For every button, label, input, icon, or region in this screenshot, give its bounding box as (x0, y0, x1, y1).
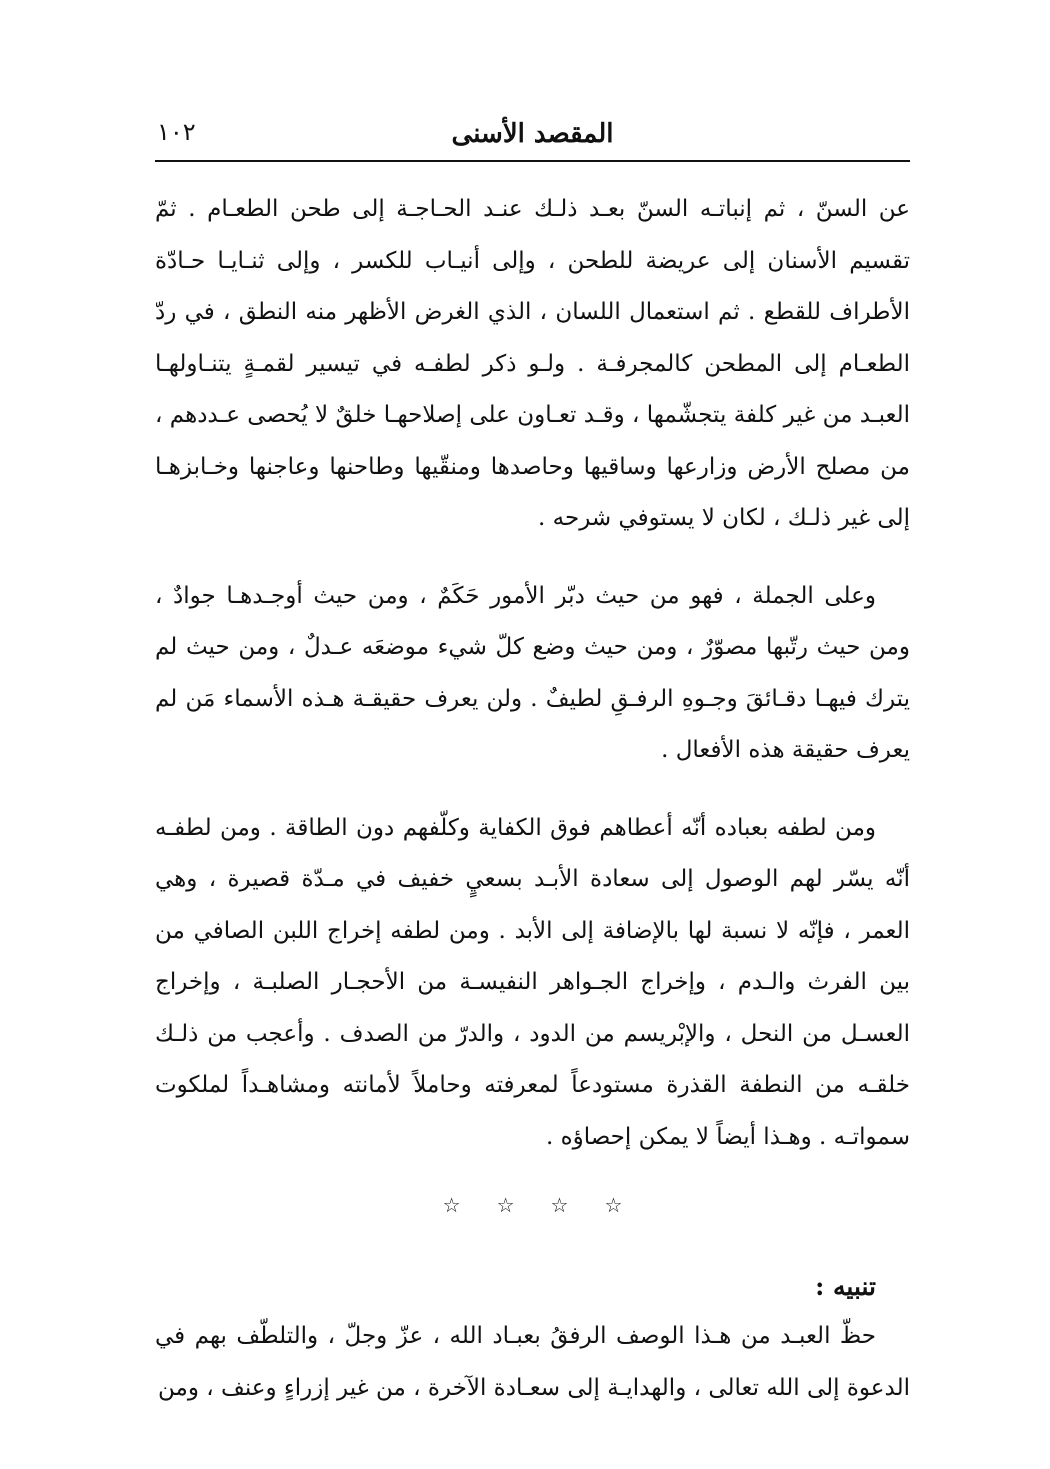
star-icon: ☆ (604, 1193, 623, 1217)
running-header (155, 112, 910, 156)
paragraph-1: عن السنّ ، ثم إنباتـه السنّ بعـد ذلـك عنـد الحـاجـة إلى طحن الطعـام . ثمّ تقسيم الأسنان إلى عريضة للطحن ، وإلى أنيـاب للكسر ، وإلى ثنـايـا حـادّة الأطراف للقطع . ثم استعمال اللسان ، الذي الغرض الأظهر منه النطق ، في ردّ الطعـام إلى المطحن كالمجرفـة . ولـو ذكر لطفـه في تيسير لقمـةٍ يتنـاولهـا العبـد من غير كلفة يتجشّمها ، وقـد تعـاون على إصلاحهـا خلقٌ لا يُحصى عـددهم ، من مصلح الأرض وزارعها وساقيها وحاصدها ومنقّيها وطاحنها وعاجنها وخـابزهـا إلى غير ذلـك ، لكان لا يستوفي شرحه . (155, 196, 910, 531)
star-icon: ☆ (442, 1193, 461, 1217)
section-paragraph: حظّ العبـد من هـذا الوصف الرفقُ بعبـاد الله ، عزّ وجلّ ، والتلطّف بهم في الدعوة إلى الله تعالى ، والهدايـة إلى سعـادة الآخرة ، من غير إزراءٍ وعنف ، ومن (155, 1323, 910, 1401)
header-rule (155, 160, 910, 162)
section-heading: تنبيه : (815, 1272, 876, 1301)
paragraph-2: وعلى الجملة ، فهو من حيث دبّر الأمور حَكَمٌ ، ومن حيث أوجـدهـا جوادٌ ، ومن حيث رتّبها مصوّرٌ ، ومن حيث وضع كلّ شيء موضعَه عـدلٌ ، ومن حيث لم يترك فيهـا دقـائقَ وجـوهِ الرفـقِ لطيفٌ . ولن يعرف حقيقـة هـذه الأسماء مَن لم يعرف حقيقة هذه الأفعال . (155, 582, 910, 763)
star-icon: ☆ (496, 1193, 515, 1217)
star-separator (155, 1185, 910, 1225)
header-title: المقصد الأسنى (451, 119, 614, 149)
paragraph-3: ومن لطفه بعباده أنّه أعطاهم فوق الكفاية وكلّفهم دون الطاقة . ومن لطفـه أنّه يسّر لهم الوصول إلى سعادة الأبـد بسعيٍ خفيف في مـدّة قصيرة ، وهي العمر ، فإنّه لا نسبة لها بالإضافة إلى الأبد . ومن لطفه إخراج اللبن الصافي من بين الفرث والـدم ، وإخراج الجـواهر النفيسـة من الأحجـار الصلبـة ، وإخراج العسـل من النحل ، والإبْريسم من الدود ، والدرّ من الصدف . وأعجب من ذلـك خلقـه من النطفة القذرة مستودعاً لمعرفته وحاملاً لأمانته ومشاهـداً لملكوت سمواتـه . وهـذا أيضاً لا يمكن إحصاؤه . (155, 814, 910, 1150)
star-icon: ☆ (550, 1193, 569, 1217)
body-text (155, 184, 910, 1414)
page-number: ١٠٢ (157, 118, 196, 146)
